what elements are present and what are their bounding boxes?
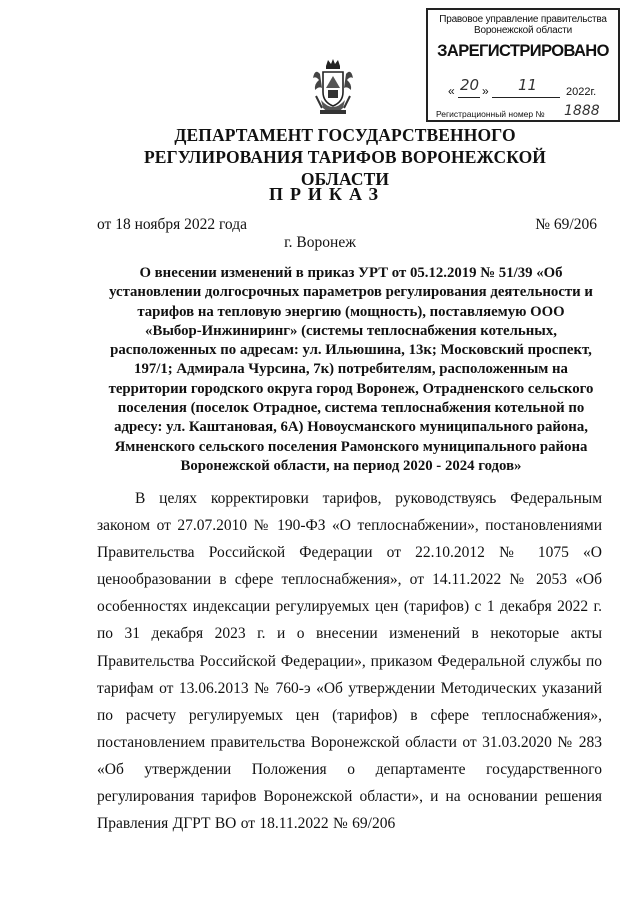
registration-stamp bbox=[426, 8, 620, 122]
stamp-organization: Правовое управление правительства Воронежской области bbox=[439, 14, 607, 36]
department-name: ДЕПАРТАМЕНТ ГОСУДАРСТВЕННОГО РЕГУЛИРОВАНИЯ ТАРИФОВ ВОРОНЕЖСКОЙ ОБЛАСТИ bbox=[143, 125, 547, 189]
order-city: г. Воронеж bbox=[284, 234, 356, 251]
stamp-status: ЗАРЕГИСТРИРОВАНО bbox=[437, 42, 609, 60]
stamp-year-prefix: 202 bbox=[566, 86, 585, 98]
order-number: № 69/206 bbox=[535, 216, 597, 233]
stamp-day-line bbox=[458, 97, 480, 98]
order-date: от 18 ноября 2022 года bbox=[97, 216, 248, 233]
stamp-date bbox=[448, 76, 618, 100]
coat-of-arms-icon bbox=[312, 58, 354, 120]
order-title: О внесении изменений в приказ УРТ от 05.12.2019 № 51/39 «Об установлении долгосрочных параметров регулирования деятельности и тарифов на тепловую энергию (мощность), поставляемую ООО «Выбор-Инжиниринг» (системы теплоснабжения котельных, расположенных по адресам: ул. Ильюшина, 13к; Московский проспект, 197/1; Адмирала Чурсина, 7к) потребителям, расположенным на территории городского округа город Воронеж, Отрадненского сельского поселения (поселок Отрадное, система теплоснабжения котельной по адресу: ул. Каштановая, 6А) Новоусманского муниципального района, Ямненского сельского поселения Рамонского муниципального района Воронежской области, на период 2020 - 2024 годов» bbox=[108, 265, 594, 474]
stamp-month-line bbox=[492, 97, 560, 98]
stamp-day: 20 bbox=[460, 76, 480, 94]
stamp-reg-number: 1888 bbox=[564, 103, 600, 119]
stamp-month: 11 bbox=[518, 76, 538, 94]
document-type: ПРИКАЗ bbox=[268, 184, 386, 204]
stamp-year-suffix: 2г. bbox=[584, 86, 597, 98]
stamp-year bbox=[566, 86, 596, 98]
stamp-quote-close: » bbox=[482, 84, 489, 98]
body-paragraph: В целях корректировки тарифов, руководствуясь Федеральным законом от 27.07.2010 № 190-ФЗ «О теплоснабжении», постановлениями Правительства Российской Федерации от 22.10.2012 № 1075 «О ценообразовании в сфере теплоснабжения», от 14.11.2022 № 2053 «Об особенностях индексации регулируемых цен (тарифов) с 1 декабря 2022 г. по 31 декабря 2023 г. и о внесении изменений в некоторые акты Правительства Российской Федерации», приказом Федеральной службы по тарифам от 13.06.2013 № 760-э «Об утверждении Методических указаний по расчету регулируемых цен (тарифов) в сфере теплоснабжения», постановлением правительства Воронежской области от 31.03.2020 № 283 «Об утверждении Положения о департаменте государственного регулирования тарифов Воронежской области», и на основании решения Правления ДГРТ ВО от 18.11.2022 № 69/206 bbox=[97, 490, 602, 833]
stamp-reg-label: Регистрационный номер № bbox=[436, 109, 545, 119]
stamp-quote-open: « bbox=[448, 84, 455, 98]
stamp-reg-line bbox=[544, 121, 616, 122]
